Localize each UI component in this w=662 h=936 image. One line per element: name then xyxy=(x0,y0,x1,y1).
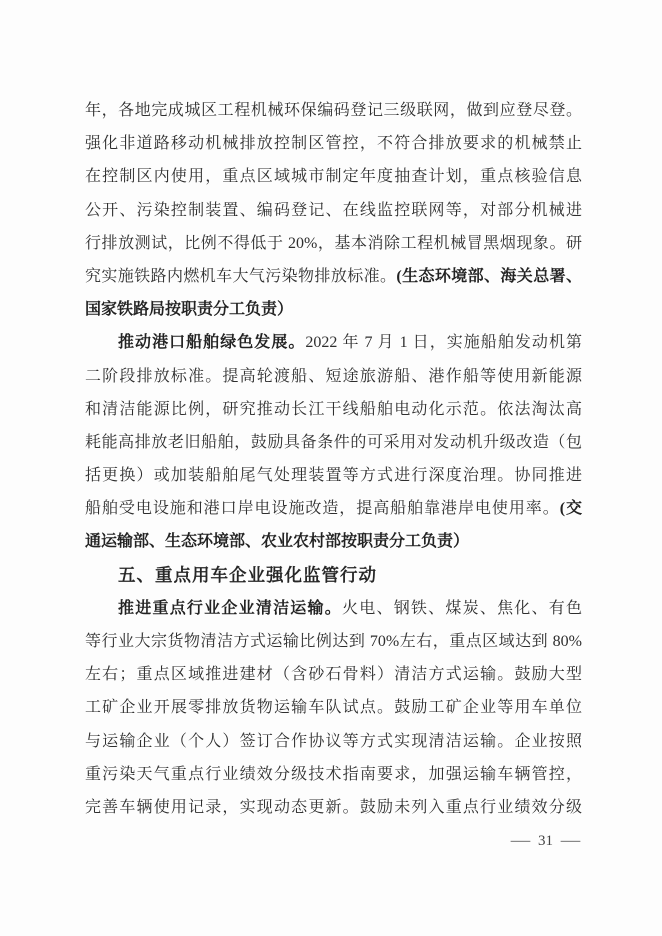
text-segment: 强化非道路移动机械排放控制区管控，不符合排放要求的机械禁止 xyxy=(85,135,582,153)
text-segment: 与运输企业（个人）签订合作协议等方式实现清洁运输。企业按照 xyxy=(85,732,582,750)
page-footer xyxy=(510,831,581,851)
text-line xyxy=(85,194,582,227)
text-segment: 行排放测试，比例不得低于 20%，基本消除工程机械冒黑烟现象。研 xyxy=(85,234,582,252)
responsible-agencies-segment: (交 xyxy=(559,500,582,518)
text-line xyxy=(85,293,582,326)
text-segment: 重污染天气重点行业绩效分级技术指南要求，加强运输车辆管控， xyxy=(85,765,582,783)
text-line xyxy=(85,492,582,525)
text-line xyxy=(85,525,582,558)
text-segment: 船舶受电设施和港口岸电设施改造，提高船舶靠港岸电使用率。 xyxy=(85,500,560,518)
text-segment: 工矿企业开展零排放货物运输车队试点。鼓励工矿企业等用车单位 xyxy=(85,699,582,717)
text-line xyxy=(85,658,582,691)
text-line xyxy=(85,94,582,127)
text-line xyxy=(85,426,582,459)
footer-dash-left: — xyxy=(510,832,531,849)
text-segment: 等行业大宗货物清洁方式运输比例达到 70%左右，重点区域达到 80% xyxy=(85,633,582,650)
text-line xyxy=(85,260,582,293)
text-line xyxy=(85,625,582,658)
text-segment: 耗能高排放老旧船舶，鼓励具备条件的可采用对发动机升级改造（包 xyxy=(85,433,582,451)
text-line xyxy=(85,459,582,492)
text-segment: 完善车辆使用记录，实现动态更新。鼓励未列入重点行业绩效分级 xyxy=(85,798,582,816)
text-segment: 二阶段排放标准。提高轮渡船、短途旅游船、港作船等使用新能源 xyxy=(85,367,582,385)
responsible-agencies-segment: 通运输部、生态环境部、农业农村部按职责分工负责） xyxy=(85,533,470,551)
text-segment: 2022 年 7 月 1 日，实施船舶发动机第 xyxy=(305,334,582,352)
text-segment: 和清洁能源比例，研究推动长江干线船舶电动化示范。依法淘汰高 xyxy=(85,400,582,418)
text-segment: 究实施铁路内燃机车大气污染物排放标准。 xyxy=(85,267,397,285)
text-line xyxy=(85,227,582,260)
text-line xyxy=(85,127,582,160)
text-line xyxy=(85,725,582,758)
text-line xyxy=(85,758,582,791)
paragraph-lead-segment: 推动港口船舶绿色发展。 xyxy=(118,334,306,352)
text-segment: 左右；重点区域推进建材（含砂石骨料）清洁方式运输。鼓励大型 xyxy=(85,666,582,684)
section-heading: 五、重点用车企业强化监管行动 xyxy=(118,564,377,585)
text-segment: 括更换）或加装船舶尾气处理装置等方式进行深度治理。协同推进 xyxy=(85,467,582,485)
paragraph-lead-segment: 推进重点行业企业清洁运输。 xyxy=(118,599,342,617)
text-line xyxy=(85,592,582,625)
text-line xyxy=(85,393,582,426)
responsible-agencies-segment: 国家铁路局按职责分工负责） xyxy=(85,301,294,319)
text-line xyxy=(85,360,582,393)
footer-dash-right: — xyxy=(560,832,581,849)
text-segment: 火电、钢铁、煤炭、焦化、有色 xyxy=(342,599,582,617)
document-body xyxy=(85,94,582,824)
text-line xyxy=(85,691,582,724)
responsible-agencies-segment: (生态环境部、海关总署、 xyxy=(396,267,582,285)
page-number: 31 xyxy=(538,832,553,849)
text-segment: 年，各地完成城区工程机械环保编码登记三级联网，做到应登尽登。 xyxy=(85,102,582,119)
text-segment: 在控制区内使用，重点区域城市制定年度抽查计划，重点核验信息 xyxy=(85,168,582,186)
text-line xyxy=(85,326,582,359)
text-segment: 公开、污染控制装置、编码登记、在线监控联网等，对部分机械进 xyxy=(85,201,582,219)
text-line xyxy=(85,791,582,824)
text-line xyxy=(85,160,582,193)
